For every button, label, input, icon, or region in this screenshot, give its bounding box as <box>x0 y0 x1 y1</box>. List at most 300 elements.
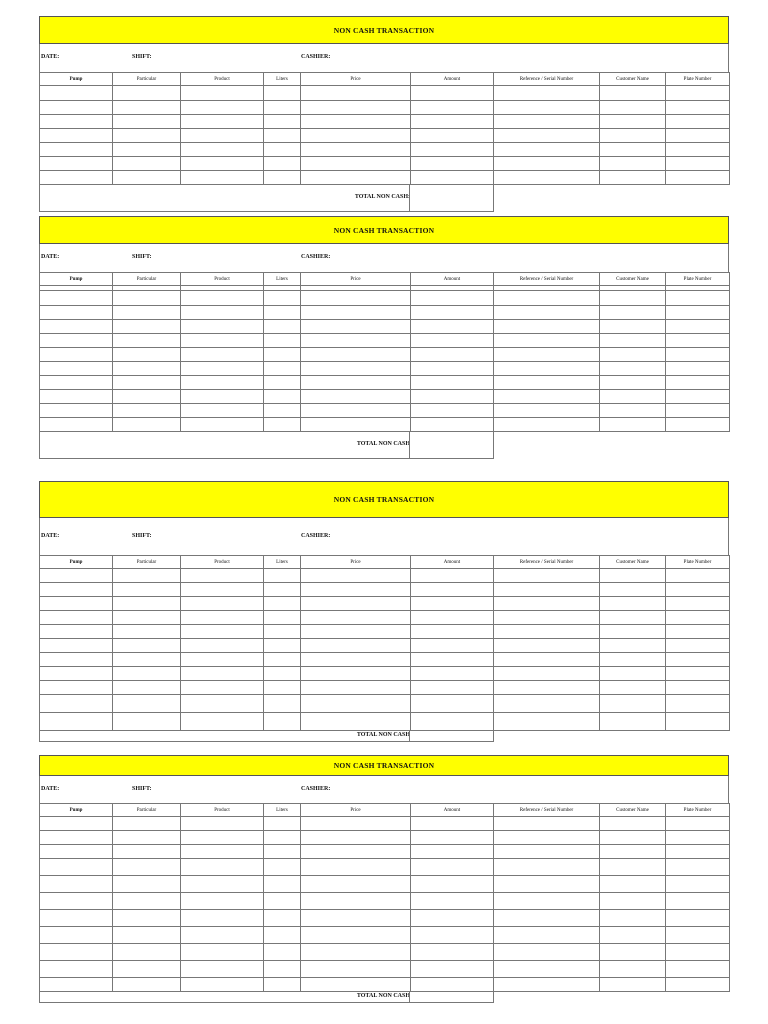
cell-liters[interactable] <box>264 893 301 910</box>
cell-amount[interactable] <box>411 376 494 390</box>
cell-pump[interactable] <box>40 376 113 390</box>
cell-reference[interactable] <box>494 404 600 418</box>
cell-plate-number[interactable] <box>666 927 730 944</box>
cell-product[interactable] <box>181 157 264 171</box>
cell-customer-name[interactable] <box>600 978 666 992</box>
cell-liters[interactable] <box>264 86 301 101</box>
total-non-cash-value-cell[interactable] <box>409 431 493 459</box>
cell-plate-number[interactable] <box>666 653 730 667</box>
cell-amount[interactable] <box>411 713 494 731</box>
cell-plate-number[interactable] <box>666 376 730 390</box>
cell-particular[interactable] <box>113 639 181 653</box>
total-non-cash-value-cell[interactable] <box>409 730 493 742</box>
cell-product[interactable] <box>181 583 264 597</box>
cell-customer-name[interactable] <box>600 390 666 404</box>
cell-liters[interactable] <box>264 695 301 713</box>
cell-plate-number[interactable] <box>666 978 730 992</box>
cell-plate-number[interactable] <box>666 390 730 404</box>
cell-customer-name[interactable] <box>600 713 666 731</box>
cell-price[interactable] <box>301 944 411 961</box>
cell-plate-number[interactable] <box>666 129 730 143</box>
cell-particular[interactable] <box>113 418 181 432</box>
cell-particular[interactable] <box>113 625 181 639</box>
cell-product[interactable] <box>181 961 264 978</box>
cell-amount[interactable] <box>411 597 494 611</box>
cell-liters[interactable] <box>264 291 301 306</box>
cell-liters[interactable] <box>264 390 301 404</box>
cell-product[interactable] <box>181 390 264 404</box>
cell-amount[interactable] <box>411 859 494 876</box>
cell-product[interactable] <box>181 910 264 927</box>
cell-reference[interactable] <box>494 597 600 611</box>
cell-particular[interactable] <box>113 334 181 348</box>
cell-amount[interactable] <box>411 86 494 101</box>
cell-pump[interactable] <box>40 320 113 334</box>
cell-price[interactable] <box>301 625 411 639</box>
cell-pump[interactable] <box>40 910 113 927</box>
cell-reference[interactable] <box>494 831 600 845</box>
cell-price[interactable] <box>301 597 411 611</box>
cell-plate-number[interactable] <box>666 597 730 611</box>
cell-plate-number[interactable] <box>666 291 730 306</box>
cell-customer-name[interactable] <box>600 334 666 348</box>
cell-customer-name[interactable] <box>600 927 666 944</box>
cell-product[interactable] <box>181 101 264 115</box>
cell-price[interactable] <box>301 893 411 910</box>
cell-amount[interactable] <box>411 611 494 625</box>
cell-liters[interactable] <box>264 320 301 334</box>
cell-plate-number[interactable] <box>666 845 730 859</box>
cell-price[interactable] <box>301 910 411 927</box>
cell-amount[interactable] <box>411 653 494 667</box>
cell-plate-number[interactable] <box>666 859 730 876</box>
cell-amount[interactable] <box>411 831 494 845</box>
cell-customer-name[interactable] <box>600 876 666 893</box>
cell-plate-number[interactable] <box>666 831 730 845</box>
cell-customer-name[interactable] <box>600 845 666 859</box>
cell-amount[interactable] <box>411 910 494 927</box>
cell-liters[interactable] <box>264 817 301 831</box>
cell-reference[interactable] <box>494 583 600 597</box>
cell-customer-name[interactable] <box>600 817 666 831</box>
cell-particular[interactable] <box>113 611 181 625</box>
cell-amount[interactable] <box>411 944 494 961</box>
cell-product[interactable] <box>181 681 264 695</box>
cell-liters[interactable] <box>264 376 301 390</box>
cell-plate-number[interactable] <box>666 362 730 376</box>
cell-pump[interactable] <box>40 86 113 101</box>
cell-liters[interactable] <box>264 129 301 143</box>
cell-particular[interactable] <box>113 831 181 845</box>
cell-pump[interactable] <box>40 713 113 731</box>
cell-product[interactable] <box>181 859 264 876</box>
cell-amount[interactable] <box>411 291 494 306</box>
cell-customer-name[interactable] <box>600 695 666 713</box>
cell-liters[interactable] <box>264 653 301 667</box>
cell-pump[interactable] <box>40 667 113 681</box>
cell-amount[interactable] <box>411 306 494 320</box>
cell-reference[interactable] <box>494 667 600 681</box>
cell-price[interactable] <box>301 101 411 115</box>
cell-price[interactable] <box>301 348 411 362</box>
cell-customer-name[interactable] <box>600 681 666 695</box>
cell-product[interactable] <box>181 376 264 390</box>
cell-customer-name[interactable] <box>600 667 666 681</box>
cell-liters[interactable] <box>264 306 301 320</box>
cell-plate-number[interactable] <box>666 569 730 583</box>
cell-amount[interactable] <box>411 817 494 831</box>
cell-amount[interactable] <box>411 695 494 713</box>
cell-amount[interactable] <box>411 893 494 910</box>
cell-reference[interactable] <box>494 390 600 404</box>
cell-customer-name[interactable] <box>600 86 666 101</box>
cell-liters[interactable] <box>264 944 301 961</box>
cell-customer-name[interactable] <box>600 171 666 185</box>
cell-liters[interactable] <box>264 583 301 597</box>
cell-pump[interactable] <box>40 653 113 667</box>
cell-price[interactable] <box>301 583 411 597</box>
cell-liters[interactable] <box>264 334 301 348</box>
cell-amount[interactable] <box>411 625 494 639</box>
cell-pump[interactable] <box>40 961 113 978</box>
cell-pump[interactable] <box>40 831 113 845</box>
cell-price[interactable] <box>301 418 411 432</box>
cell-customer-name[interactable] <box>600 653 666 667</box>
cell-amount[interactable] <box>411 157 494 171</box>
cell-price[interactable] <box>301 362 411 376</box>
cell-product[interactable] <box>181 143 264 157</box>
cell-plate-number[interactable] <box>666 115 730 129</box>
cell-plate-number[interactable] <box>666 625 730 639</box>
cell-product[interactable] <box>181 418 264 432</box>
cell-product[interactable] <box>181 86 264 101</box>
cell-customer-name[interactable] <box>600 115 666 129</box>
cell-amount[interactable] <box>411 583 494 597</box>
cell-liters[interactable] <box>264 961 301 978</box>
cell-amount[interactable] <box>411 418 494 432</box>
cell-customer-name[interactable] <box>600 859 666 876</box>
cell-amount[interactable] <box>411 362 494 376</box>
cell-reference[interactable] <box>494 653 600 667</box>
cell-product[interactable] <box>181 115 264 129</box>
cell-particular[interactable] <box>113 653 181 667</box>
cell-particular[interactable] <box>113 348 181 362</box>
cell-pump[interactable] <box>40 101 113 115</box>
cell-plate-number[interactable] <box>666 404 730 418</box>
cell-product[interactable] <box>181 978 264 992</box>
cell-amount[interactable] <box>411 845 494 859</box>
cell-pump[interactable] <box>40 404 113 418</box>
cell-price[interactable] <box>301 171 411 185</box>
cell-amount[interactable] <box>411 348 494 362</box>
cell-customer-name[interactable] <box>600 291 666 306</box>
cell-liters[interactable] <box>264 713 301 731</box>
cell-product[interactable] <box>181 306 264 320</box>
cell-particular[interactable] <box>113 376 181 390</box>
cell-product[interactable] <box>181 320 264 334</box>
cell-product[interactable] <box>181 653 264 667</box>
cell-liters[interactable] <box>264 625 301 639</box>
cell-customer-name[interactable] <box>600 404 666 418</box>
cell-product[interactable] <box>181 944 264 961</box>
cell-plate-number[interactable] <box>666 306 730 320</box>
cell-particular[interactable] <box>113 143 181 157</box>
cell-particular[interactable] <box>113 667 181 681</box>
cell-price[interactable] <box>301 404 411 418</box>
cell-liters[interactable] <box>264 831 301 845</box>
cell-customer-name[interactable] <box>600 639 666 653</box>
cell-particular[interactable] <box>113 845 181 859</box>
cell-liters[interactable] <box>264 115 301 129</box>
cell-amount[interactable] <box>411 927 494 944</box>
cell-customer-name[interactable] <box>600 611 666 625</box>
cell-product[interactable] <box>181 667 264 681</box>
cell-product[interactable] <box>181 362 264 376</box>
cell-plate-number[interactable] <box>666 611 730 625</box>
cell-price[interactable] <box>301 334 411 348</box>
cell-price[interactable] <box>301 681 411 695</box>
cell-pump[interactable] <box>40 845 113 859</box>
cell-liters[interactable] <box>264 362 301 376</box>
cell-pump[interactable] <box>40 583 113 597</box>
cell-plate-number[interactable] <box>666 320 730 334</box>
cell-pump[interactable] <box>40 611 113 625</box>
cell-particular[interactable] <box>113 859 181 876</box>
cell-liters[interactable] <box>264 418 301 432</box>
cell-plate-number[interactable] <box>666 101 730 115</box>
cell-particular[interactable] <box>113 893 181 910</box>
cell-product[interactable] <box>181 129 264 143</box>
cell-liters[interactable] <box>264 681 301 695</box>
cell-liters[interactable] <box>264 597 301 611</box>
cell-plate-number[interactable] <box>666 667 730 681</box>
cell-reference[interactable] <box>494 348 600 362</box>
cell-customer-name[interactable] <box>600 157 666 171</box>
cell-amount[interactable] <box>411 115 494 129</box>
cell-amount[interactable] <box>411 681 494 695</box>
cell-reference[interactable] <box>494 320 600 334</box>
cell-particular[interactable] <box>113 390 181 404</box>
cell-plate-number[interactable] <box>666 817 730 831</box>
cell-pump[interactable] <box>40 893 113 910</box>
cell-customer-name[interactable] <box>600 625 666 639</box>
cell-particular[interactable] <box>113 320 181 334</box>
cell-product[interactable] <box>181 291 264 306</box>
cell-customer-name[interactable] <box>600 376 666 390</box>
cell-product[interactable] <box>181 831 264 845</box>
cell-pump[interactable] <box>40 859 113 876</box>
cell-product[interactable] <box>181 171 264 185</box>
cell-reference[interactable] <box>494 639 600 653</box>
cell-customer-name[interactable] <box>600 101 666 115</box>
cell-price[interactable] <box>301 713 411 731</box>
cell-plate-number[interactable] <box>666 944 730 961</box>
cell-particular[interactable] <box>113 927 181 944</box>
cell-amount[interactable] <box>411 320 494 334</box>
cell-reference[interactable] <box>494 845 600 859</box>
cell-pump[interactable] <box>40 817 113 831</box>
cell-particular[interactable] <box>113 876 181 893</box>
cell-customer-name[interactable] <box>600 143 666 157</box>
cell-product[interactable] <box>181 348 264 362</box>
total-non-cash-value-cell[interactable] <box>409 991 493 1003</box>
cell-price[interactable] <box>301 639 411 653</box>
cell-reference[interactable] <box>494 171 600 185</box>
cell-customer-name[interactable] <box>600 893 666 910</box>
cell-pump[interactable] <box>40 390 113 404</box>
cell-particular[interactable] <box>113 129 181 143</box>
cell-reference[interactable] <box>494 418 600 432</box>
cell-price[interactable] <box>301 306 411 320</box>
cell-price[interactable] <box>301 927 411 944</box>
cell-pump[interactable] <box>40 306 113 320</box>
cell-particular[interactable] <box>113 944 181 961</box>
cell-liters[interactable] <box>264 859 301 876</box>
cell-amount[interactable] <box>411 667 494 681</box>
cell-pump[interactable] <box>40 334 113 348</box>
cell-amount[interactable] <box>411 404 494 418</box>
cell-pump[interactable] <box>40 681 113 695</box>
cell-product[interactable] <box>181 927 264 944</box>
cell-product[interactable] <box>181 876 264 893</box>
cell-particular[interactable] <box>113 695 181 713</box>
cell-particular[interactable] <box>113 86 181 101</box>
cell-particular[interactable] <box>113 817 181 831</box>
cell-pump[interactable] <box>40 876 113 893</box>
cell-reference[interactable] <box>494 625 600 639</box>
cell-reference[interactable] <box>494 306 600 320</box>
cell-product[interactable] <box>181 625 264 639</box>
cell-price[interactable] <box>301 376 411 390</box>
cell-price[interactable] <box>301 831 411 845</box>
cell-particular[interactable] <box>113 597 181 611</box>
cell-customer-name[interactable] <box>600 583 666 597</box>
cell-amount[interactable] <box>411 876 494 893</box>
cell-customer-name[interactable] <box>600 944 666 961</box>
cell-liters[interactable] <box>264 157 301 171</box>
cell-plate-number[interactable] <box>666 695 730 713</box>
cell-customer-name[interactable] <box>600 961 666 978</box>
cell-reference[interactable] <box>494 859 600 876</box>
cell-liters[interactable] <box>264 348 301 362</box>
cell-price[interactable] <box>301 695 411 713</box>
cell-plate-number[interactable] <box>666 143 730 157</box>
cell-price[interactable] <box>301 859 411 876</box>
cell-liters[interactable] <box>264 667 301 681</box>
cell-product[interactable] <box>181 845 264 859</box>
cell-particular[interactable] <box>113 569 181 583</box>
cell-product[interactable] <box>181 611 264 625</box>
cell-amount[interactable] <box>411 569 494 583</box>
cell-reference[interactable] <box>494 334 600 348</box>
cell-pump[interactable] <box>40 171 113 185</box>
cell-customer-name[interactable] <box>600 418 666 432</box>
cell-plate-number[interactable] <box>666 893 730 910</box>
cell-reference[interactable] <box>494 115 600 129</box>
cell-reference[interactable] <box>494 910 600 927</box>
cell-liters[interactable] <box>264 101 301 115</box>
cell-reference[interactable] <box>494 129 600 143</box>
cell-particular[interactable] <box>113 910 181 927</box>
cell-customer-name[interactable] <box>600 362 666 376</box>
cell-plate-number[interactable] <box>666 348 730 362</box>
cell-pump[interactable] <box>40 944 113 961</box>
cell-amount[interactable] <box>411 334 494 348</box>
cell-particular[interactable] <box>113 681 181 695</box>
cell-pump[interactable] <box>40 115 113 129</box>
cell-liters[interactable] <box>264 639 301 653</box>
cell-plate-number[interactable] <box>666 583 730 597</box>
cell-pump[interactable] <box>40 978 113 992</box>
cell-reference[interactable] <box>494 978 600 992</box>
cell-amount[interactable] <box>411 101 494 115</box>
cell-reference[interactable] <box>494 681 600 695</box>
cell-price[interactable] <box>301 86 411 101</box>
cell-reference[interactable] <box>494 961 600 978</box>
cell-reference[interactable] <box>494 157 600 171</box>
cell-product[interactable] <box>181 713 264 731</box>
cell-liters[interactable] <box>264 171 301 185</box>
cell-price[interactable] <box>301 569 411 583</box>
cell-product[interactable] <box>181 404 264 418</box>
cell-price[interactable] <box>301 653 411 667</box>
cell-plate-number[interactable] <box>666 171 730 185</box>
cell-price[interactable] <box>301 157 411 171</box>
cell-price[interactable] <box>301 961 411 978</box>
cell-reference[interactable] <box>494 695 600 713</box>
cell-liters[interactable] <box>264 611 301 625</box>
cell-reference[interactable] <box>494 944 600 961</box>
cell-liters[interactable] <box>264 569 301 583</box>
cell-reference[interactable] <box>494 376 600 390</box>
cell-price[interactable] <box>301 845 411 859</box>
cell-particular[interactable] <box>113 978 181 992</box>
cell-liters[interactable] <box>264 143 301 157</box>
cell-reference[interactable] <box>494 893 600 910</box>
cell-particular[interactable] <box>113 115 181 129</box>
cell-customer-name[interactable] <box>600 306 666 320</box>
cell-amount[interactable] <box>411 961 494 978</box>
cell-liters[interactable] <box>264 845 301 859</box>
cell-pump[interactable] <box>40 362 113 376</box>
cell-reference[interactable] <box>494 713 600 731</box>
cell-price[interactable] <box>301 611 411 625</box>
cell-pump[interactable] <box>40 143 113 157</box>
cell-reference[interactable] <box>494 817 600 831</box>
cell-price[interactable] <box>301 291 411 306</box>
cell-amount[interactable] <box>411 390 494 404</box>
cell-customer-name[interactable] <box>600 569 666 583</box>
cell-pump[interactable] <box>40 639 113 653</box>
cell-price[interactable] <box>301 143 411 157</box>
cell-reference[interactable] <box>494 927 600 944</box>
cell-reference[interactable] <box>494 876 600 893</box>
cell-pump[interactable] <box>40 695 113 713</box>
cell-plate-number[interactable] <box>666 876 730 893</box>
cell-reference[interactable] <box>494 101 600 115</box>
cell-price[interactable] <box>301 320 411 334</box>
cell-product[interactable] <box>181 817 264 831</box>
cell-product[interactable] <box>181 893 264 910</box>
cell-plate-number[interactable] <box>666 961 730 978</box>
cell-particular[interactable] <box>113 583 181 597</box>
cell-customer-name[interactable] <box>600 597 666 611</box>
cell-plate-number[interactable] <box>666 334 730 348</box>
cell-reference[interactable] <box>494 362 600 376</box>
cell-customer-name[interactable] <box>600 910 666 927</box>
cell-price[interactable] <box>301 129 411 143</box>
cell-reference[interactable] <box>494 569 600 583</box>
